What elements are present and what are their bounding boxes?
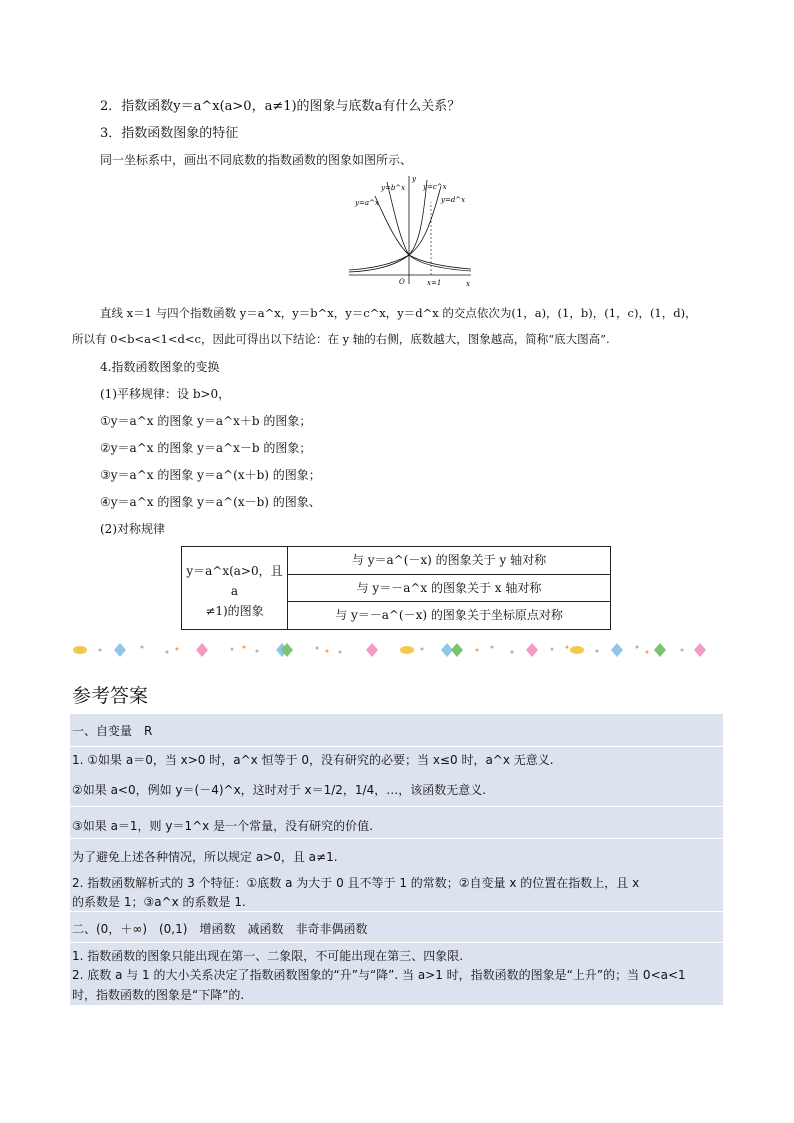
table-left-cell xyxy=(182,547,288,629)
shift-rule-2: ②y＝a^x 的图象 y＝a^x－b 的图象； xyxy=(100,441,312,455)
divider xyxy=(70,806,723,807)
x1-label: x=1 xyxy=(427,279,442,287)
answer-line-3: ②如果 a<0，例如 y＝(－4)^x，这时对于 x＝1/2，1/4，…，该函数无意义. xyxy=(72,783,487,797)
shift-rule-title: (1)平移规律：设 b>0， xyxy=(100,387,231,401)
answer-line-7: 的系数是 1；③a^x 的系数是 1. xyxy=(72,895,246,909)
answer-line-2: 1. ①如果 a＝0，当 x>0 时，a^x 恒等于 0，没有研究的必要；当 x≤0 时，a^x 无意义. xyxy=(72,753,554,767)
exponential-graphs-figure xyxy=(345,172,475,289)
table-row-y-axis: 与 y＝a^(－x) 的图象关于 y 轴对称 xyxy=(351,553,547,567)
answer-line-5: 为了避免上述各种情况，所以规定 a>0，且 a≠1. xyxy=(72,850,338,864)
answer-line-4: ③如果 a＝1，则 y＝1^x 是一个常量，没有研究的价值. xyxy=(72,819,373,833)
origin-label: O xyxy=(399,278,405,286)
answer-line-11: 时，指数函数的图象是“下降”的. xyxy=(72,988,245,1002)
symmetry-table xyxy=(181,546,611,630)
paragraph-line-2: 所以有 0<b<a<1<d<c，因此可得出以下结论：在 y 轴的右侧，底数越大，图象越高，简称“底大图高”. xyxy=(72,332,610,346)
answer-line-6: 2. 指数函数解析式的 3 个特征：①底数 a 为大于 0 且不等于 1 的常数；②自变量 x 的位置在指数上，且 x xyxy=(72,876,640,890)
label-ax: y=a^x xyxy=(355,199,379,207)
answer-line-8: 二、(0，＋∞) (0,1) 增函数 减函数 非奇非偶函数 xyxy=(72,922,368,936)
table-row-x-axis: 与 y＝－a^x 的图象关于 x 轴对称 xyxy=(288,574,610,602)
question-2: 2．指数函数y＝a^x(a>0，a≠1)的图象与底数a有什么关系？ xyxy=(100,99,461,114)
decorative-border xyxy=(72,638,722,660)
label-dx: y=d^x xyxy=(441,196,466,204)
divider xyxy=(70,942,723,943)
answer-line-9: 1. 指数函数的图象只能出现在第一、二象限，不可能出现在第三、四象限. xyxy=(72,949,464,963)
answer-title: 参考答案 xyxy=(72,685,149,707)
divider xyxy=(70,746,723,747)
transform-title: 4.指数函数图象的变换 xyxy=(100,360,220,374)
y-axis-label: y xyxy=(412,175,416,183)
paragraph-line-1: 直线 x＝1 与四个指数函数 y＝a^x，y＝b^x，y＝c^x，y＝d^x 的交点依次为(1，a)，(1，b)，(1，c)，(1，d)， xyxy=(100,306,697,320)
table-left-line-1: y＝a^x(a>0，且 a xyxy=(186,564,283,598)
answer-line-1: 一、自变量 R xyxy=(72,724,153,738)
question-3: 3．指数函数图象的特征 xyxy=(100,126,239,141)
answer-line-10: 2. 底数 a 与 1 的大小关系决定了指数函数图象的“升”与“降”. 当 a>1 时，指数函数的图象是“上升”的；当 0<a<1 xyxy=(72,968,686,982)
label-bx: y=b^x xyxy=(381,184,406,192)
x-axis-label: x xyxy=(466,280,470,288)
table-left-line-2: ≠1)的图象 xyxy=(205,604,264,618)
shift-rule-3: ③y＝a^x 的图象 y＝a^(x＋b) 的图象； xyxy=(100,468,321,482)
curve-a xyxy=(375,196,471,269)
shift-rule-4: ④y＝a^x 的图象 y＝a^(x－b) 的图象、 xyxy=(100,495,321,509)
divider xyxy=(70,911,723,912)
label-cx: y=c^x xyxy=(423,183,447,191)
intro-text: 同一坐标系中，画出不同底数的指数函数的图象如图所示、 xyxy=(100,153,413,167)
table-row-origin: 与 y＝－a^(－x) 的图象关于坐标原点对称 xyxy=(288,601,610,629)
divider xyxy=(70,838,723,839)
shift-rule-1: ①y＝a^x 的图象 y＝a^x＋b 的图象； xyxy=(100,414,312,428)
symmetry-title: (2)对称规律 xyxy=(100,522,165,536)
